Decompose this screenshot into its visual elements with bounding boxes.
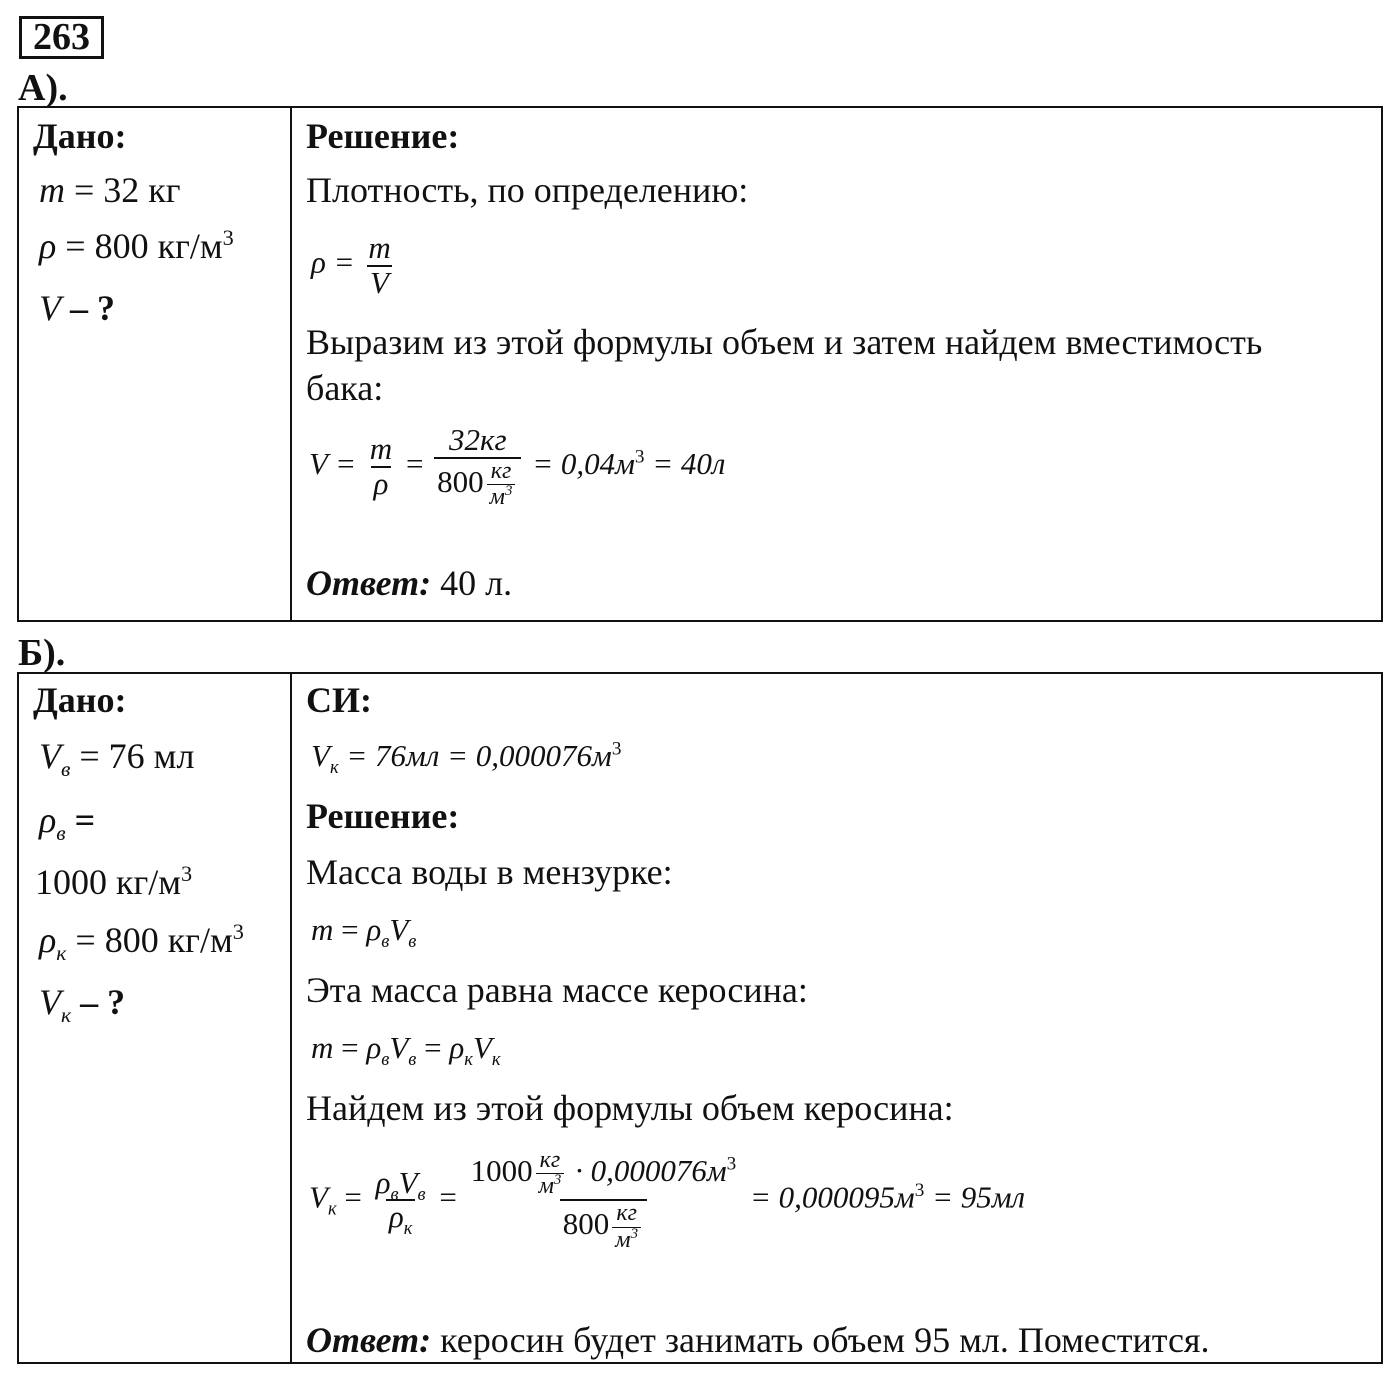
answer: Ответ: 40 л. bbox=[306, 563, 513, 603]
part-b-label: Б). bbox=[18, 632, 66, 674]
mass-formula: $m = \rho_вV_в$ bbox=[311, 912, 417, 953]
given-kerosene-density: $\rho_к = 800$ $кг/м^3$ bbox=[39, 919, 244, 966]
given-water-volume: $V_в = 76$ мл bbox=[39, 736, 195, 782]
column-divider bbox=[290, 674, 292, 1362]
solution-text: Найдем из этой формулы объем керосина: bbox=[306, 1088, 954, 1128]
given-unknown: V – ? bbox=[39, 288, 115, 328]
si-header: СИ: bbox=[306, 680, 372, 720]
given-density: ρ = 800 $кг/м^3$ bbox=[39, 225, 234, 266]
solution-header: Решение: bbox=[306, 116, 460, 156]
given-water-density-value: 1000 $кг/м^3$ bbox=[35, 861, 193, 902]
problem-number: 263 bbox=[19, 16, 104, 59]
solution-text: бака: bbox=[306, 368, 384, 408]
kerosene-volume-formula: $V_к$ = $\frac{\rho_вV_в}{\rho_к}$ = 1000 $\frac{кг}{м^3}$ · $0,000076м^3$ 800 $\frac{кг}{м^3}$ = $0,000095м^3 = 95мл$ bbox=[309, 1147, 1026, 1253]
si-formula: $V_к = 76мл = 0,000076м^3$ bbox=[311, 738, 622, 779]
volume-formula: V = $\frac{m}{\rho}$ = 32кг 800 $\frac{кг}{м^3}$ = $0,04м^3 = 40л$ bbox=[309, 422, 726, 510]
given-header: Дано: bbox=[33, 680, 127, 720]
given-mass: m = 32 кг bbox=[39, 170, 181, 210]
part-b-table bbox=[17, 672, 1383, 1364]
part-a-label: А). bbox=[18, 67, 68, 109]
column-divider bbox=[290, 108, 292, 620]
part-a-table bbox=[17, 106, 1383, 622]
mass-equality-formula: $m = \rho_вV_в = \rho_кV_к$ bbox=[311, 1030, 501, 1071]
solution-header: Решение: bbox=[306, 796, 460, 836]
given-unknown: $V_к$ – ? bbox=[39, 982, 126, 1028]
solution-text: Выразим из этой формулы объем и затем найдем вместимость bbox=[306, 322, 1263, 362]
solution-text: Масса воды в мензурке: bbox=[306, 852, 673, 892]
solution-text: Плотность, по определению: bbox=[306, 170, 749, 210]
given-header: Дано: bbox=[33, 116, 127, 156]
solution-text: Эта масса равна массе керосина: bbox=[306, 970, 808, 1010]
answer: Ответ: керосин будет занимать объем 95 мл. Поместится. bbox=[306, 1320, 1210, 1360]
density-formula: ρ = $\frac{m}{V}$ bbox=[311, 230, 391, 300]
given-water-density: $\rho_в$ = bbox=[39, 800, 96, 846]
